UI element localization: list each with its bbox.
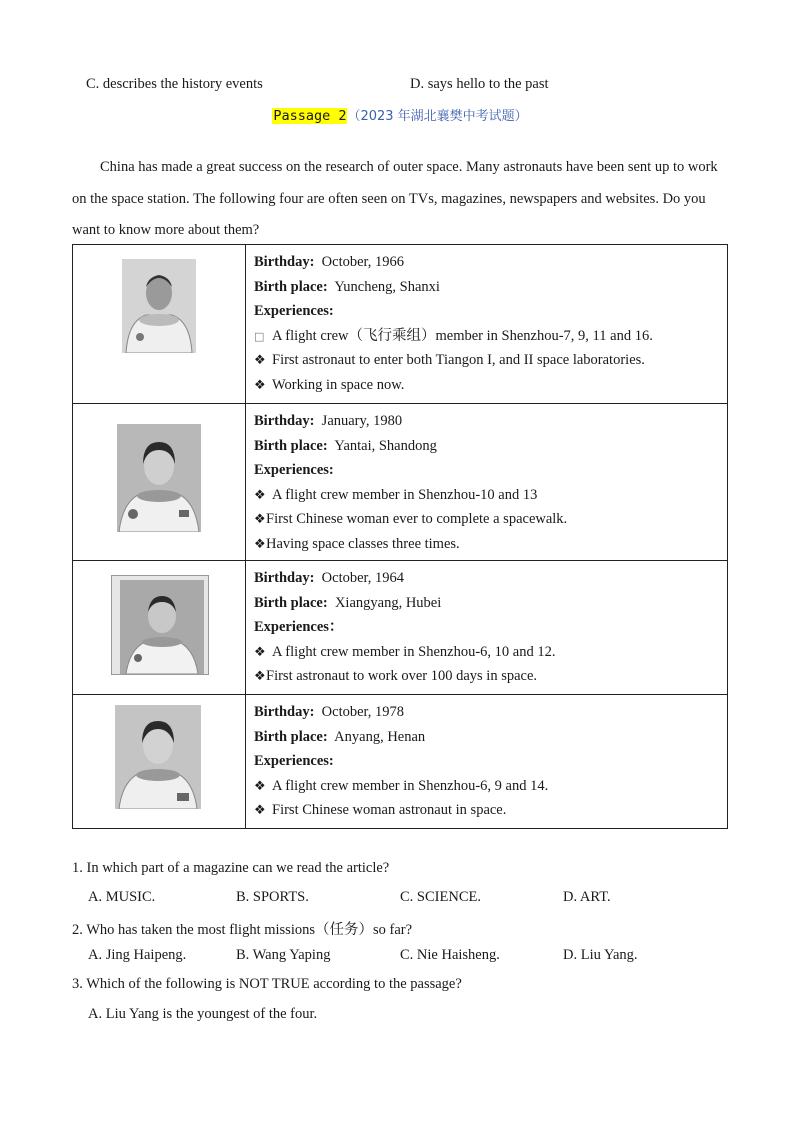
birthday-label: Birthday: — [254, 570, 315, 586]
experience-item: A flight crew（飞行乘组）member in Shenzhou-7, 9, 11 and 16. — [272, 327, 653, 344]
experience-item: A flight crew member in Shenzhou-6, 9 and 14. — [272, 777, 549, 794]
photo-cell — [73, 245, 246, 404]
experiences-label: Experiences: — [254, 303, 334, 320]
experience-item: Working in space now. — [272, 376, 405, 393]
birth-place-value: Yuncheng, Shanxi — [334, 278, 440, 295]
experience-item: First astronaut to enter both Tiangon I, and II space laboratories. — [272, 352, 645, 369]
birth-place-value: Anyang, Henan — [334, 728, 426, 745]
birthday-label: Birthday: — [254, 254, 315, 270]
diamond-bullet-icon: ❖ — [254, 669, 266, 685]
astronaut-table — [72, 244, 728, 829]
birth-place-label: Birth place: — [254, 728, 328, 745]
diamond-bullet-icon: ❖ — [254, 644, 266, 660]
diamond-bullet-icon: ❖ — [254, 778, 266, 794]
table-row — [73, 695, 728, 829]
question-2-options — [88, 947, 728, 967]
question-2: 2. Who has taken the most flight missions（任务）so far? — [72, 922, 413, 938]
experiences-label: Experiences: — [254, 462, 334, 479]
birthday-value: October, 1966 — [321, 254, 405, 270]
question-3-options — [88, 1006, 728, 1026]
option-a: A. MUSIC. — [88, 889, 156, 905]
option-b: B. SPORTS. — [236, 889, 309, 905]
question-1: 1. In which part of a magazine can we read the article? — [72, 860, 390, 876]
intro-paragraph: China has made a great success on the research of outer space. Many astronauts have been sent up to work on the space station. The following four are often seen on TVs, magazines, newspapers and websites. Do you want to know more about them? — [72, 159, 718, 238]
birth-place-label: Birth place: — [254, 278, 328, 295]
birthday-value: October, 1978 — [321, 704, 405, 720]
table-row — [73, 561, 728, 695]
option-a: A. Jing Haipeng. — [88, 947, 187, 963]
option-d: D. says hello to the past — [410, 76, 549, 92]
astronaut-photo — [122, 259, 196, 353]
info-cell — [246, 404, 728, 561]
diamond-bullet-icon: ❖ — [254, 512, 266, 528]
birthday-label: Birthday: — [254, 704, 315, 720]
experience-item: A flight crew member in Shenzhou-6, 10 and 12. — [272, 643, 556, 660]
birthday-value: January, 1980 — [321, 413, 403, 429]
experience-item: A flight crew member in Shenzhou-10 and 13 — [272, 486, 538, 503]
experience-item: First Chinese woman ever to complete a spacewalk. — [266, 511, 568, 528]
question-1-options — [88, 889, 728, 909]
option-c: C. Nie Haisheng. — [400, 947, 500, 963]
option-d: D. ART. — [563, 889, 611, 905]
photo-cell — [73, 404, 246, 561]
table-row — [73, 404, 728, 561]
experience-item: First astronaut to work over 100 days in space. — [266, 668, 538, 685]
question-3: 3. Which of the following is NOT TRUE according to the passage? — [72, 976, 462, 992]
astronaut-photo — [111, 575, 209, 675]
experiences-label: Experiences: — [254, 753, 334, 770]
previous-question-options — [86, 76, 726, 96]
experiences-label: Experiences： — [254, 619, 344, 636]
birth-place-label: Birth place: — [254, 437, 328, 454]
diamond-bullet-icon: ❖ — [254, 536, 266, 552]
experience-item: Having space classes three times. — [266, 535, 460, 552]
birth-place-label: Birth place: — [254, 594, 328, 611]
astronaut-photo — [117, 424, 201, 532]
option-a: A. Liu Yang is the youngest of the four. — [88, 1006, 318, 1022]
diamond-bullet-icon: ❖ — [254, 487, 266, 503]
passage-label: Passage 2 — [273, 108, 347, 124]
option-b: B. Wang Yaping — [236, 947, 331, 963]
option-d: D. Liu Yang. — [563, 947, 638, 963]
birthday-label: Birthday: — [254, 413, 315, 429]
diamond-bullet-icon: ❖ — [254, 803, 266, 819]
info-cell — [246, 695, 728, 829]
checkbox-glyph-icon: □ — [254, 329, 265, 343]
info-cell — [246, 561, 728, 695]
photo-cell — [73, 695, 246, 829]
astronaut-photo — [115, 705, 201, 809]
photo-cell — [73, 561, 246, 695]
option-c: C. SCIENCE. — [400, 889, 481, 905]
birth-place-value: Yantai, Shandong — [334, 437, 437, 454]
experience-item: First Chinese woman astronaut in space. — [272, 802, 507, 819]
birth-place-value: Xiangyang, Hubei — [334, 594, 442, 611]
info-cell — [246, 245, 728, 404]
passage-heading — [0, 105, 800, 125]
option-c: C. describes the history events — [86, 76, 263, 92]
birthday-value: October, 1964 — [321, 570, 405, 586]
diamond-bullet-icon: ❖ — [254, 353, 266, 369]
passage-source: （2023 年湖北襄樊中考试题） — [347, 109, 528, 124]
diamond-bullet-icon: ❖ — [254, 377, 266, 393]
table-row — [73, 245, 728, 404]
